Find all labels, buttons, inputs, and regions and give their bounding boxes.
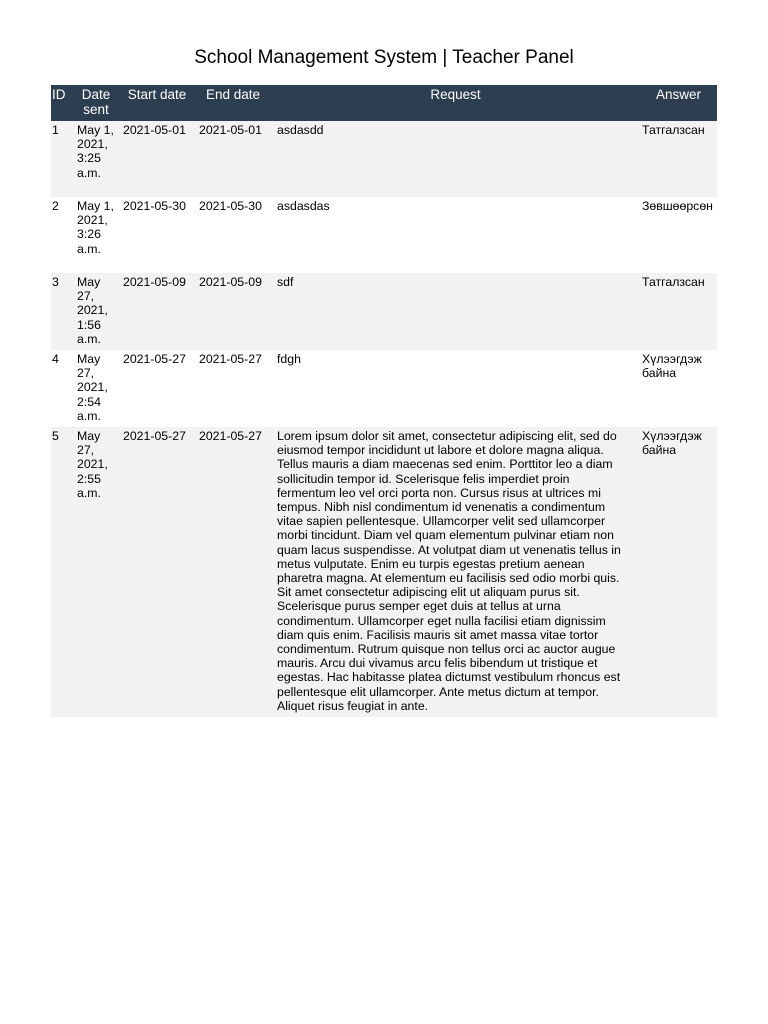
column-header-end-date: End date	[195, 85, 271, 121]
cell-date-sent: May 27, 2021, 1:56 a.m.	[73, 273, 119, 350]
cell-start-date: 2021-05-01	[119, 121, 195, 197]
cell-start-date: 2021-05-27	[119, 427, 195, 717]
column-header-date-sent: Date sent	[73, 85, 119, 121]
table-row	[51, 427, 717, 717]
cell-request: fdgh	[271, 350, 640, 427]
table-row	[51, 197, 717, 273]
cell-request: asdasdas	[271, 197, 640, 273]
cell-date-sent: May 1, 2021, 3:26 a.m.	[73, 197, 119, 273]
table-row	[51, 121, 717, 197]
cell-end-date: 2021-05-01	[195, 121, 271, 197]
page-title: School Management System | Teacher Panel	[194, 47, 574, 68]
cell-end-date: 2021-05-27	[195, 427, 271, 717]
cell-date-sent: May 27, 2021, 2:55 a.m.	[73, 427, 119, 717]
cell-id: 2	[51, 197, 73, 273]
table-row	[51, 350, 717, 427]
column-header-start-date: Start date	[119, 85, 195, 121]
table-header	[51, 85, 717, 121]
cell-request: Lorem ipsum dolor sit amet, consectetur adipiscing elit, sed do eiusmod tempor incididunt ut labore et dolore magna aliqua. Tellus mauris a diam maecenas sed enim. Porttitor leo a diam sollicitudin tempor id. Scelerisque felis imperdiet proin fermentum leo vel orci porta non. Cursus risus at ultrices mi tempus. Nibh nisl condimentum id venenatis a condimentum vitae sapien pellentesque. Ullamcorper velit sed ullamcorper morbi tincidunt. Diam vel quam elementum pulvinar etiam non quam lacus suspendisse. At volutpat diam ut venenatis tellus in metus vulputate. Enim eu turpis egestas pretium aenean pharetra magna. At elementum eu facilisis sed odio morbi quis. Sit amet consectetur adipiscing elit ut aliquam purus sit. Scelerisque purus semper eget duis at tellus at urna condimentum. Ullamcorper eget nulla facilisi etiam dignissim diam quis enim. Facilisis mauris sit amet massa vitae tortor condimentum. Rutrum quisque non tellus orci ac auctor augue mauris. Arcu dui vivamus arcu felis bibendum ut tristique et egestas. Hac habitasse platea dictumst vestibulum rhoncus est pellentesque elit ullamcorper. Ante metus dictum at tempor. Aliquet risus feugiat in ante.	[271, 427, 640, 717]
cell-date-sent: May 1, 2021, 3:25 a.m.	[73, 121, 119, 197]
column-header-request: Request	[271, 85, 640, 121]
cell-id: 5	[51, 427, 73, 717]
column-header-answer: Answer	[640, 85, 717, 121]
cell-answer: Татгалзсан	[640, 273, 717, 350]
table-row	[51, 273, 717, 350]
cell-start-date: 2021-05-27	[119, 350, 195, 427]
cell-answer: Хүлээгдэж байна	[640, 350, 717, 427]
table-header-row	[51, 85, 717, 121]
requests-table	[51, 85, 717, 717]
cell-start-date: 2021-05-09	[119, 273, 195, 350]
cell-answer: Татгалзсан	[640, 121, 717, 197]
column-header-id: ID	[51, 85, 73, 121]
cell-answer: Зөвшөөрсөн	[640, 197, 717, 273]
cell-start-date: 2021-05-30	[119, 197, 195, 273]
cell-answer: Хүлээгдэж байна	[640, 427, 717, 717]
cell-id: 3	[51, 273, 73, 350]
cell-end-date: 2021-05-27	[195, 350, 271, 427]
cell-id: 4	[51, 350, 73, 427]
cell-request: asdasdd	[271, 121, 640, 197]
cell-request: sdf	[271, 273, 640, 350]
cell-date-sent: May 27, 2021, 2:54 a.m.	[73, 350, 119, 427]
table-body	[51, 121, 717, 717]
cell-end-date: 2021-05-09	[195, 273, 271, 350]
cell-end-date: 2021-05-30	[195, 197, 271, 273]
cell-id: 1	[51, 121, 73, 197]
